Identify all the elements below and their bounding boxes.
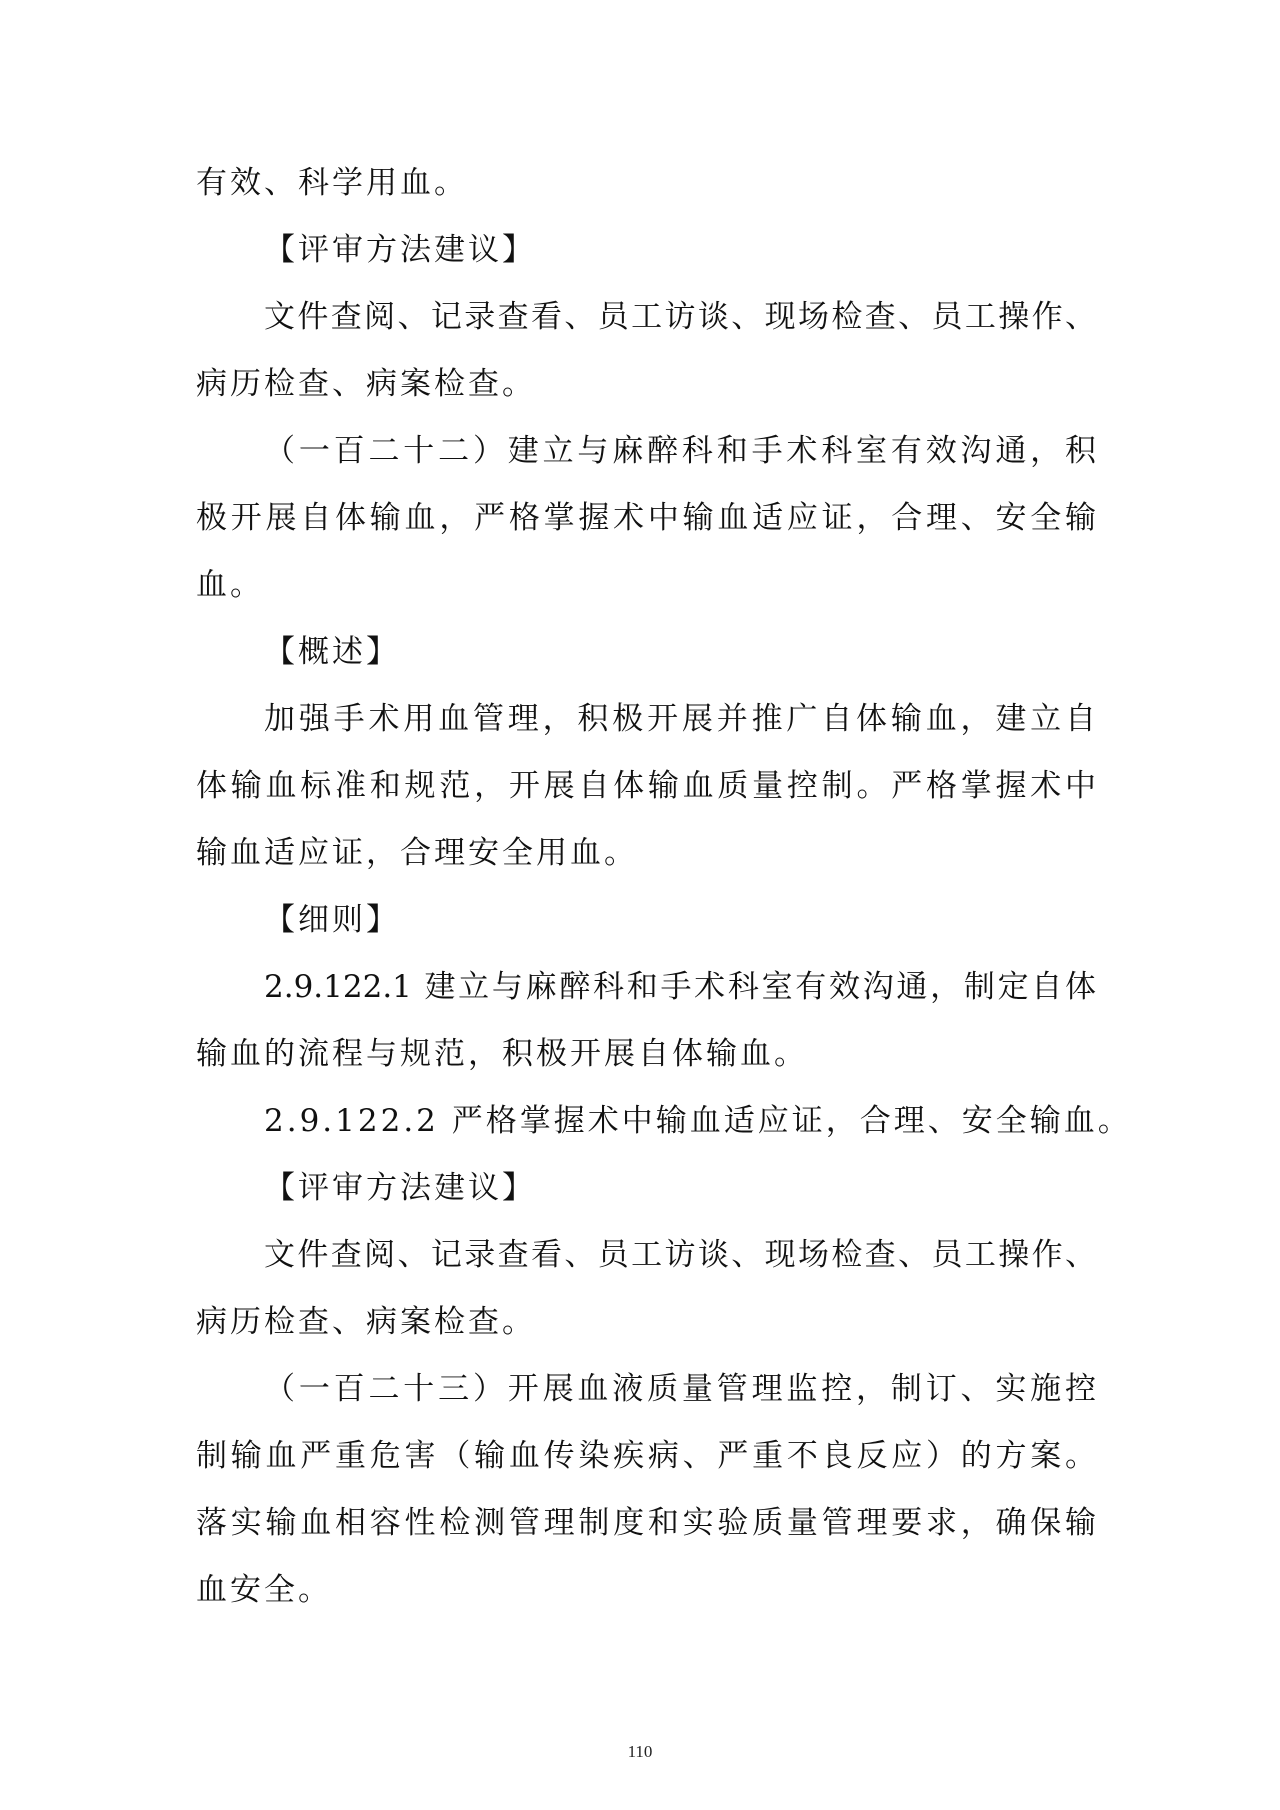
section-heading-review-method: 【评审方法建议】 xyxy=(264,1170,536,1206)
section-heading-review-method: 【评审方法建议】 xyxy=(264,232,536,268)
text-line: 文件查阅、记录查看、员工访谈、现场检查、员工操作、 xyxy=(264,299,1096,335)
detail-item-2-9-122-2: 2.9.122.2 严格掌握术中输血适应证，合理、安全输血。 xyxy=(264,1103,1132,1139)
article-heading-122: （一百二十二）建立与麻醉科和手术科室有效沟通，积 xyxy=(264,433,1096,469)
text-line: 输血适应证，合理安全用血。 xyxy=(196,835,638,871)
text-line: 极开展自体输血，严格掌握术中输血适应证，合理、安全输 xyxy=(196,500,1096,536)
text-line: 落实输血相容性检测管理制度和实验质量管理要求，确保输 xyxy=(196,1505,1096,1541)
detail-item-2-9-122-1: 2.9.122.1 建立与麻醉科和手术科室有效沟通，制定自体 xyxy=(264,969,1096,1005)
body-text xyxy=(196,150,1132,1624)
section-heading-overview: 【概述】 xyxy=(264,634,400,670)
text-line: 输血的流程与规范，积极开展自体输血。 xyxy=(196,1036,808,1072)
section-heading-details: 【细则】 xyxy=(264,902,400,938)
text-line: 体输血标准和规范，开展自体输血质量控制。严格掌握术中 xyxy=(196,768,1096,804)
page-number: 110 xyxy=(627,1742,653,1761)
text-line: 病历检查、病案检查。 xyxy=(196,1304,536,1340)
article-heading-123: （一百二十三）开展血液质量管理监控，制订、实施控 xyxy=(264,1371,1096,1407)
text-line: 文件查阅、记录查看、员工访谈、现场检查、员工操作、 xyxy=(264,1237,1096,1273)
text-line: 加强手术用血管理，积极开展并推广自体输血，建立自 xyxy=(264,701,1096,737)
text-line: 有效、科学用血。 xyxy=(196,165,468,201)
text-line: 血。 xyxy=(196,567,264,603)
text-line: 制输血严重危害（输血传染疾病、严重不良反应）的方案。 xyxy=(196,1438,1096,1474)
text-line: 病历检查、病案检查。 xyxy=(196,366,536,402)
text-line: 血安全。 xyxy=(196,1572,332,1608)
